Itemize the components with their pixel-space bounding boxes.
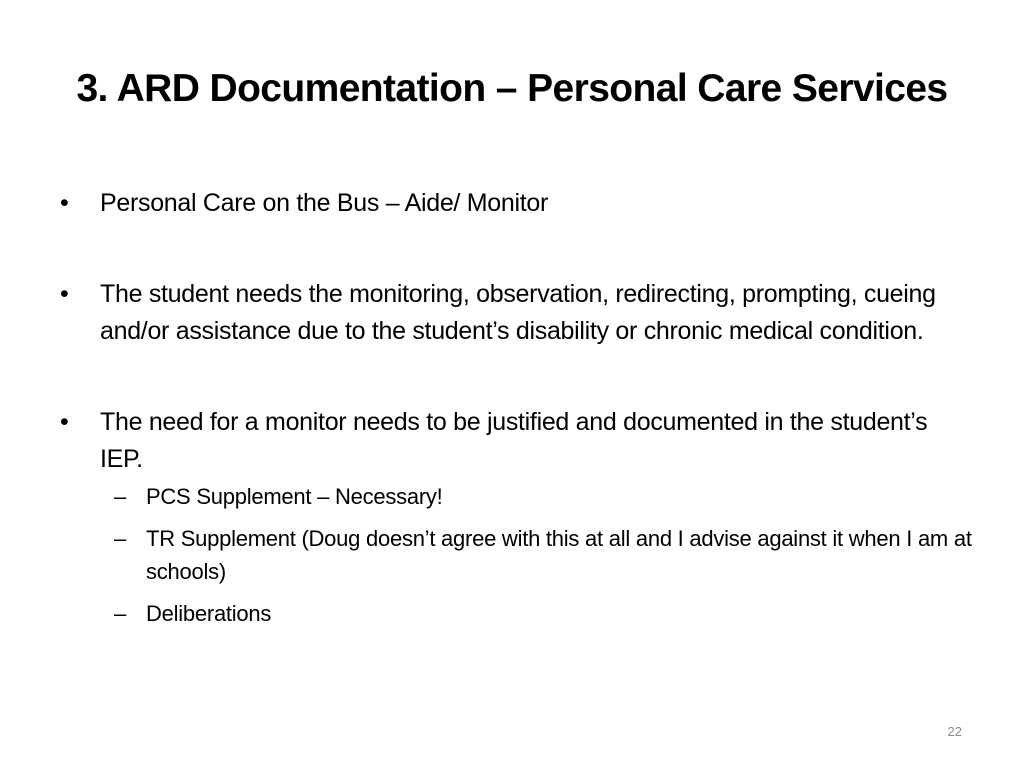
sub-bullet-item [100,597,975,630]
bullet-item [60,404,975,630]
slide-title: 3. ARD Documentation – Personal Care Services [76,67,948,110]
sub-bullet-text: Deliberations [146,601,272,626]
sub-bullet-item [100,522,975,588]
bullet-text: The need for a monitor needs to be justified and documented in the student’s IEP. [100,408,928,473]
page-number: 22 [947,724,962,739]
sub-bullet-list [100,480,975,630]
dash-marker: – [114,526,126,551]
bullet-item [60,276,975,350]
bullet-marker: • [60,189,69,217]
sub-bullet-item [100,480,975,513]
bullet-item [60,185,975,222]
bullet-marker: • [60,280,69,308]
bullet-text: The student needs the monitoring, observation, redirecting, prompting, cueing and/or assistance due to the student’s disability or chronic medical condition. [100,280,936,345]
dash-marker: – [114,601,126,626]
slide-content [60,185,975,639]
bullet-marker: • [60,408,69,436]
bullet-text: Personal Care on the Bus – Aide/ Monitor [100,189,548,217]
sub-bullet-text: PCS Supplement – Necessary! [146,484,443,509]
bullet-list [60,185,975,630]
sub-bullet-text: TR Supplement (Doug doesn’t agree with this at all and I advise against it when I am at schools) [146,526,972,584]
dash-marker: – [114,484,126,509]
